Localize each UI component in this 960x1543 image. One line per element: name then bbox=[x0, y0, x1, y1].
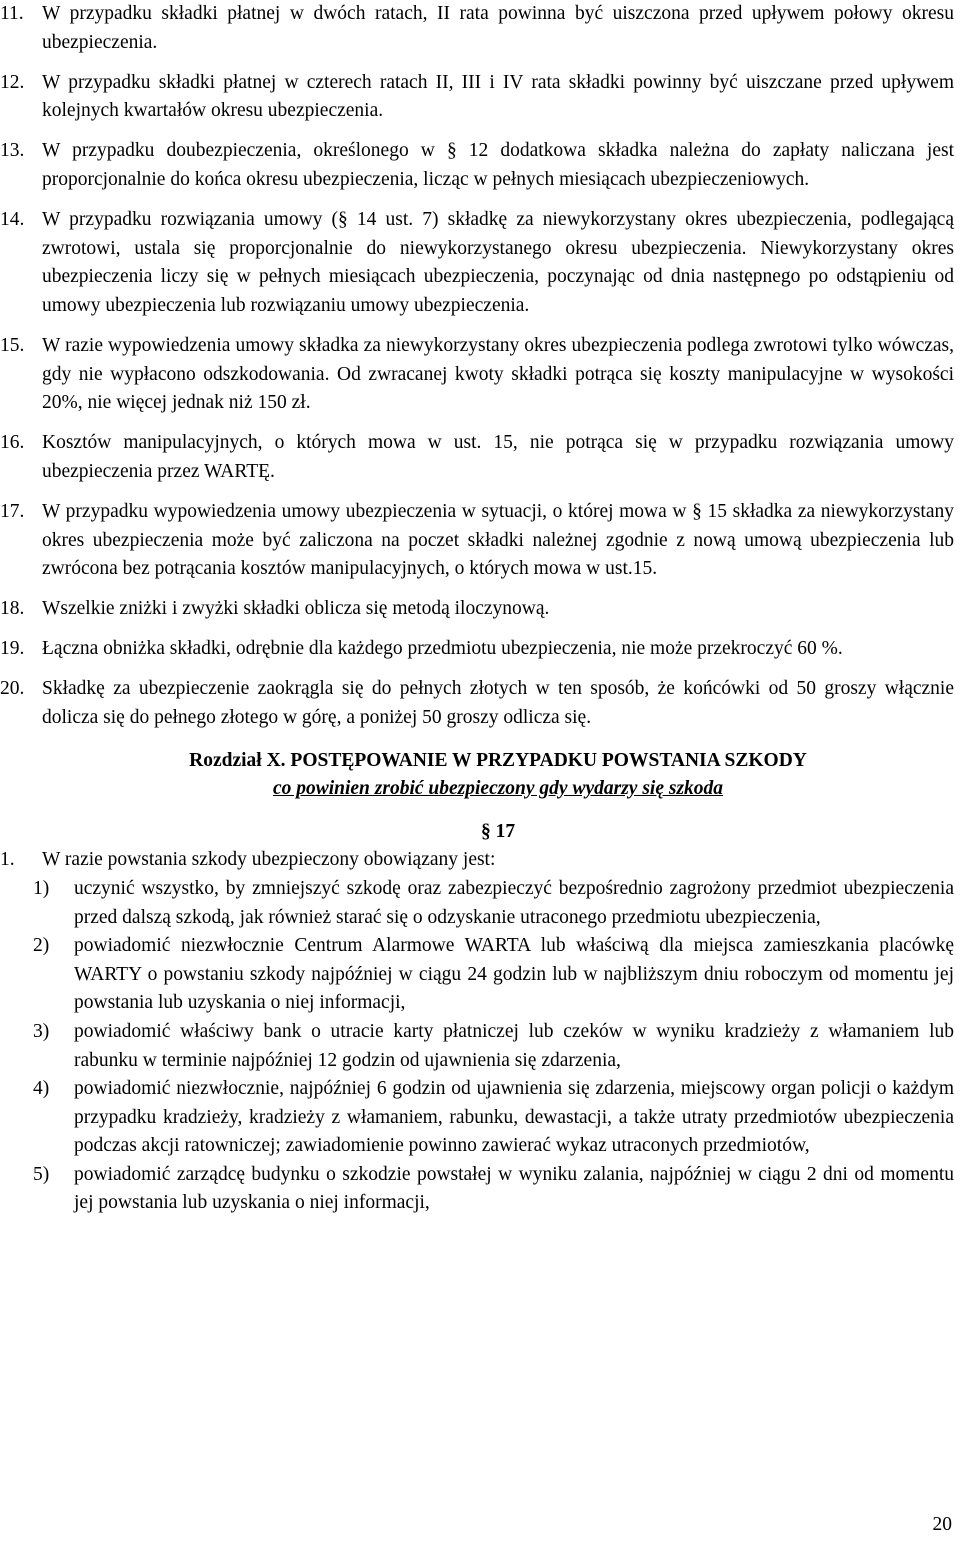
subitem-number: 3) bbox=[33, 1020, 50, 1042]
subitem-1 bbox=[14, 875, 954, 932]
subitem-number: 2) bbox=[33, 935, 50, 957]
paragraph-11 bbox=[0, 0, 954, 57]
paragraph-number: 20. bbox=[0, 678, 25, 700]
paragraph-13 bbox=[0, 137, 954, 194]
point-1-lead bbox=[0, 846, 954, 875]
paragraph-text: Łączna obniżka składki, odrębnie dla każdego przedmiotu ubezpieczenia, nie może przekroczyć 60 %. bbox=[42, 638, 843, 660]
subitem-text: powiadomić niezwłocznie Centrum Alarmowe WARTA lub właściwą dla miejsca zamieszkania placówkę WARTY o powstaniu szkody najpóźniej w ciągu 24 godzin lub w najbliższym dniu roboczym od momentu jej powstania lub uzyskania o niej informacji, bbox=[74, 935, 954, 1014]
paragraph-text: Składkę za ubezpieczenie zaokrągla się do pełnych złotych w ten sposób, że końcówki od 50 groszy włącznie dolicza się do pełnego złotego w górę, a poniżej 50 groszy odlicza się. bbox=[42, 678, 954, 728]
section-number: § 17 bbox=[480, 820, 516, 842]
paragraph-text: W przypadku doubezpieczenia, określonego w § 12 dodatkowa składka należna do zapłaty naliczana jest proporcjonalnie do końca okresu ubezpieczenia, licząc w pełnych miesiącach ubezpieczeniowych. bbox=[42, 140, 954, 190]
paragraph-text: W przypadku składki płatnej w dwóch ratach, II rata powinna być uiszczona przed upływem połowy okresu ubezpieczenia. bbox=[42, 3, 954, 53]
paragraph-18 bbox=[0, 595, 954, 624]
paragraph-12 bbox=[0, 69, 954, 126]
chapter-subtitle: co powinien zrobić ubezpieczony gdy wydarzy się szkoda bbox=[272, 778, 724, 800]
paragraph-number: 16. bbox=[0, 432, 25, 454]
paragraph-20 bbox=[0, 675, 954, 732]
paragraph-number: 15. bbox=[0, 334, 25, 356]
subitem-3 bbox=[14, 1018, 954, 1075]
paragraph-text: W przypadku wypowiedzenia umowy ubezpieczenia w sytuacji, o której mowa w § 15 składka za niewykorzystany okres ubezpieczenia może być zaliczona na poczet składki należnej zgodnie z nową umową ubezpieczenia lub zwrócona bez potrącania kosztów manipulacyjnych, o których mowa w ust.15. bbox=[42, 500, 954, 580]
paragraph-text: W przypadku rozwiązania umowy (§ 14 ust. 7) składkę za niewykorzystany okres ubezpieczenia, podlegającą zwrotowi, ustala się proporcjonalnie do niewykorzystanego okresu ubezpieczenia. Niewykorzystany okres ubezpieczenia liczy się w pełnych miesiącach ubezpieczenia, poczynając od dnia następnego po odstąpieniu od umowy ubezpieczenia lub rozwiązaniu umowy ubezpieczenia. bbox=[42, 209, 954, 316]
paragraph-19 bbox=[0, 635, 954, 664]
subitem-4 bbox=[14, 1075, 954, 1161]
paragraph-17 bbox=[0, 498, 954, 584]
subitem-5 bbox=[14, 1161, 954, 1218]
paragraph-text: Wszelkie zniżki i zwyżki składki oblicza się metodą iloczynową. bbox=[42, 598, 550, 620]
chapter-title: Rozdział X. POSTĘPOWANIE W PRZYPADKU POWSTANIA SZKODY bbox=[189, 749, 807, 771]
subitem-2 bbox=[14, 932, 954, 1018]
paragraph-text: W razie wypowiedzenia umowy składka za niewykorzystany okres ubezpieczenia podlega zwrotowi tylko wówczas, gdy nie wypłacono odszkodowania. Od zwracanej kwoty składki potrąca się koszty manipulacyjne w wysokości 20%, nie więcej jednak niż 150 zł. bbox=[42, 334, 954, 414]
subitem-text: uczynić wszystko, by zmniejszyć szkodę oraz zabezpieczyć bezpośrednio zagrożony przedmiot ubezpieczenia przed dalszą szkodą, jak również starać się o odzyskanie utraconego przedmiotu ubezpieczenia, bbox=[74, 877, 954, 928]
paragraph-number: 14. bbox=[0, 209, 25, 231]
page-number: 20 bbox=[932, 1514, 952, 1535]
subitem-text: powiadomić niezwłocznie, najpóźniej 6 godzin od ujawnienia się zdarzenia, miejscowy organ policji o każdym przypadku kradzieży, kradzieży z włamaniem, rabunku, dewastacji, a także utraty przedmiotów ubezpieczenia podczas akcji ratowniczej; zawiadomienie powinno zawierać wykaz utraconych przedmiotów, bbox=[74, 1078, 954, 1157]
paragraph-text: Kosztów manipulacyjnych, o których mowa w ust. 15, nie potrąca się w przypadku rozwiązania umowy ubezpieczenia przez WARTĘ. bbox=[42, 432, 954, 482]
paragraph-number: 12. bbox=[0, 71, 25, 93]
subitem-number: 1) bbox=[33, 877, 50, 899]
paragraph-14 bbox=[0, 206, 954, 320]
paragraph-number: 19. bbox=[0, 638, 25, 660]
point-lead-text: W razie powstania szkody ubezpieczony obowiązany jest: bbox=[42, 849, 496, 871]
paragraph-number: 18. bbox=[0, 598, 25, 620]
paragraph-16 bbox=[0, 429, 954, 486]
subitem-number: 5) bbox=[33, 1163, 50, 1185]
point-number: 1. bbox=[0, 849, 15, 871]
paragraph-number: 13. bbox=[0, 140, 25, 162]
subitem-text: powiadomić właściwy bank o utracie karty płatniczej lub czeków w wyniku kradzieży z włamaniem lub rabunku w terminie najpóźniej 12 godzin od ujawnienia się zdarzenia, bbox=[74, 1020, 954, 1071]
paragraph-number: 17. bbox=[0, 500, 25, 522]
paragraph-number: 11. bbox=[0, 3, 24, 24]
paragraph-text: W przypadku składki płatnej w czterech ratach II, III i IV rata składki powinny być uiszczane przed upływem kolejnych kwartałów okresu ubezpieczenia. bbox=[42, 71, 954, 122]
subitem-text: powiadomić zarządcę budynku o szkodzie powstałej w wyniku zalania, najpóźniej w ciągu 2 dni od momentu jej powstania lub uzyskania o niej informacji, bbox=[74, 1163, 954, 1214]
paragraph-15 bbox=[0, 332, 954, 418]
subitem-number: 4) bbox=[33, 1078, 50, 1100]
